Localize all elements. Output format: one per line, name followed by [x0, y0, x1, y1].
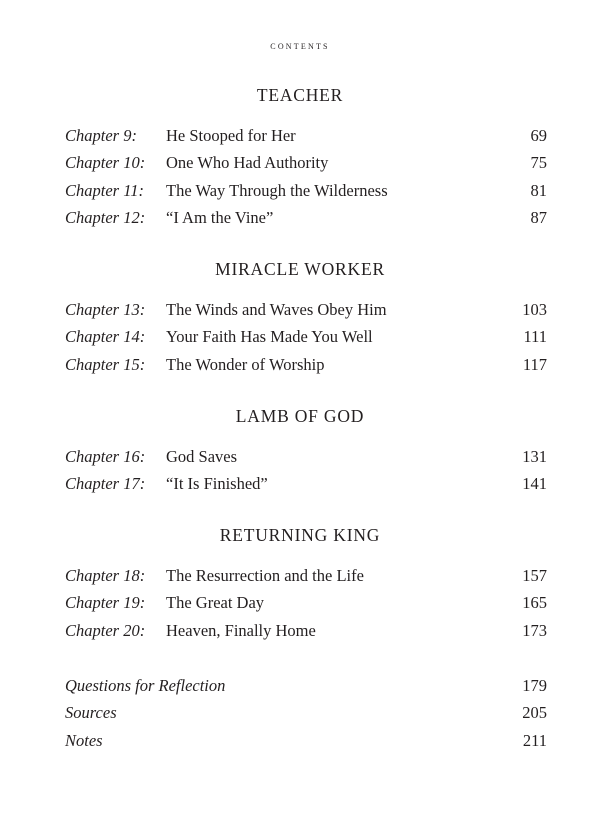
part-title-lamb-of-god: LAMB OF GOD	[235, 406, 365, 426]
chapter-title: The Winds and Waves Obey Him	[166, 300, 387, 319]
chapter-number: Chapter 19:	[65, 593, 146, 612]
toc-entry[interactable]	[65, 446, 547, 468]
chapter-title: Heaven, Finally Home	[166, 621, 316, 640]
toc-entry[interactable]	[65, 620, 547, 642]
toc-entry[interactable]	[65, 180, 547, 202]
toc-entry[interactable]	[65, 473, 547, 495]
page-number: 173	[522, 621, 547, 640]
page-number: 103	[522, 300, 547, 319]
toc-entry[interactable]	[65, 354, 547, 376]
chapter-number: Chapter 9:	[65, 126, 137, 145]
part-title-returning-king: RETURNING KING	[219, 525, 381, 545]
page-number: 69	[530, 126, 547, 145]
back-matter-label: Questions for Reflection	[65, 676, 226, 695]
back-matter-label: Sources	[65, 703, 117, 722]
chapter-title: The Great Day	[166, 593, 265, 612]
toc-entry[interactable]	[65, 592, 547, 614]
chapter-title: The Way Through the Wilderness	[166, 181, 388, 200]
part-title-teacher: TEACHER	[256, 85, 344, 105]
page-number: 205	[522, 703, 547, 722]
chapter-title: “It Is Finished”	[166, 474, 268, 493]
toc-entry[interactable]	[65, 565, 547, 587]
page-number: 117	[522, 355, 547, 374]
chapter-number: Chapter 13:	[65, 300, 146, 319]
back-matter-sources[interactable]	[65, 702, 547, 724]
chapter-number: Chapter 12:	[65, 208, 146, 227]
chapter-number: Chapter 18:	[65, 566, 146, 585]
page-number: 81	[530, 181, 547, 200]
page-number: 211	[522, 731, 547, 750]
chapter-title: One Who Had Authority	[166, 153, 329, 172]
page-number: 131	[522, 447, 547, 466]
page-number: 165	[522, 593, 547, 612]
chapter-number: Chapter 16:	[65, 447, 146, 466]
chapter-title: The Resurrection and the Life	[166, 566, 364, 585]
chapter-number: Chapter 15:	[65, 355, 146, 374]
back-matter-label: Notes	[65, 731, 103, 750]
toc-entry[interactable]	[65, 207, 547, 229]
chapter-title: Your Faith Has Made You Well	[166, 327, 373, 346]
page-number: 87	[530, 208, 547, 227]
chapter-title: The Wonder of Worship	[166, 355, 325, 374]
chapter-number: Chapter 14:	[65, 327, 146, 346]
page-number: 75	[530, 153, 547, 172]
toc-entry[interactable]	[65, 326, 547, 348]
toc-entry[interactable]	[65, 125, 547, 147]
page-number: 179	[522, 676, 547, 695]
back-matter-questions[interactable]	[65, 675, 547, 697]
chapter-number: Chapter 11:	[65, 181, 144, 200]
chapter-number: Chapter 17:	[65, 474, 146, 493]
running-head: contents	[270, 40, 330, 52]
toc-entry[interactable]	[65, 152, 547, 174]
chapter-number: Chapter 20:	[65, 621, 146, 640]
chapter-title: He Stooped for Her	[166, 126, 296, 145]
part-title-miracle-worker: MIRACLE WORKER	[215, 259, 385, 279]
chapter-title: “I Am the Vine”	[166, 208, 274, 227]
page-number: 157	[522, 566, 547, 585]
page-number: 141	[522, 474, 547, 493]
chapter-title: God Saves	[166, 447, 238, 466]
back-matter-notes[interactable]	[65, 730, 547, 752]
toc-entry[interactable]	[65, 299, 547, 321]
chapter-number: Chapter 10:	[65, 153, 146, 172]
page-number: 111	[523, 327, 547, 346]
